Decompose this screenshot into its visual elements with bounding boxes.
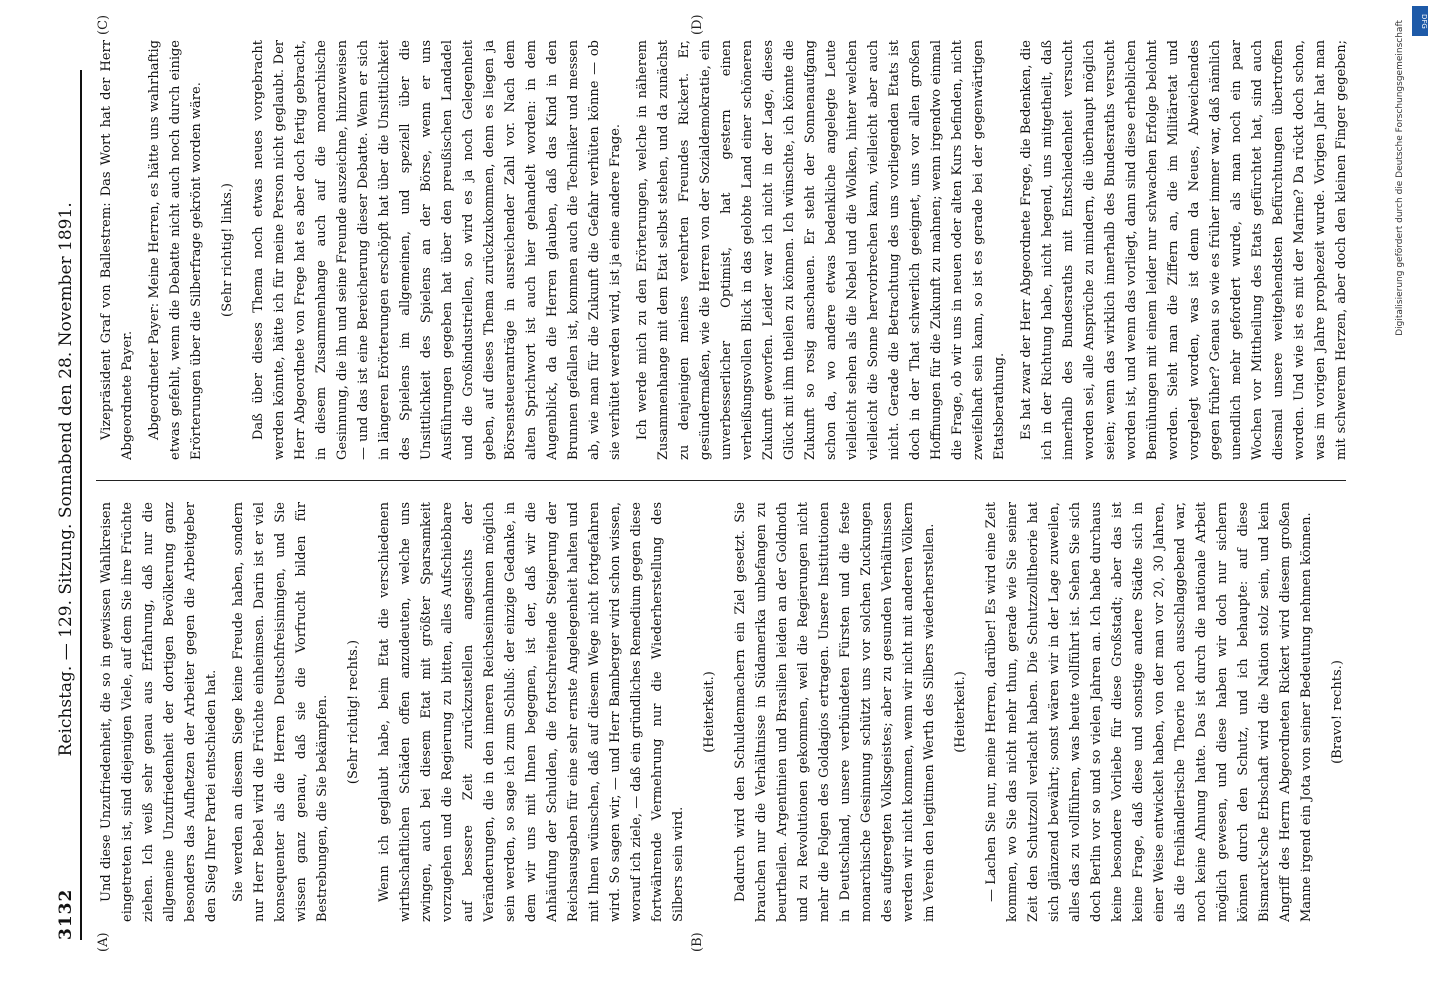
margin-marker-d: (D) bbox=[690, 14, 705, 35]
paragraph: Und diese Unzufriedenheit, die so in gewissen Wahlkreisen eingetreten ist, sind diejenigen Viele, auf dem Sie ihre Früchte ziehen. Ich weiß sehr genau aus Erfahrung, daß nur die allgemeine Unzufriedenheit der dortigen Bevölkerung ganz besonders das Aufhetzen der Arbeiter gegen die Arbeitgeber den Sieg Ihrer Partei entschieden hat. bbox=[99, 502, 219, 922]
interjection: (Sehr richtig! rechts.) bbox=[346, 639, 361, 785]
margin-marker-c: (C) bbox=[96, 14, 111, 35]
margin-marker-a: (A) bbox=[96, 932, 111, 952]
digitization-note-text: Digitalisierung gefördert durch die Deutsche Forschungsgemeinschaft bbox=[1395, 20, 1405, 336]
paragraph: Vizepräsident Graf von Ballestrem: Das Wort hat der Herr Abgeordnete Payer. bbox=[99, 40, 135, 460]
paragraph: Sie werden an diesem Siege keine Freude haben, sondern nur Herr Bebel wird die Früchte einheimsen. Darin ist er viel konsequenter als die Herren Deutschfreisinnigen, und Sie wissen ganz genau, daß sie die Vorfrucht bilden für Bestrebungen, die Sie bekämpfen. bbox=[231, 502, 330, 922]
paragraph: — Lachen Sie nur, meine Herren, darüber! Es wird eine Zeit kommen, wo Sie das nicht mehr thun, gerade wie Sie seiner Zeit den Schutzzoll verlacht haben. Die Schutzzolltheorie hat sich glänzend bewährt; sonst wären wir in der Lage zuweilen, alles das zu vollführen, was heute vollführt ist. Sehen Sie sich doch Berlin vor so und so vielen Jahren an. Ich habe durchaus keine besondere Vorliebe für diese Großstadt; aber das ist keine Frage, daß diese und sonstige andere Städte sich in einer Weise entwickelt haben, von der man vor 20, 30 Jahren, als die freihändlerische Theorie noch ausschlaggebend war, noch keine Ahnung hatte. Das ist durch die nationale Arbeit möglich gewesen, und diese haben wir doch nur sichern können durch den Schutz, und ich behaupte: auf diese Bismarck'sche Erbschaft wird die Nation stolz sein, und kein Angriff des Herrn Abgeordneten Rickert wird diesem großen Manne irgend ein Jota von seiner Bedeutung nehmen können. bbox=[984, 502, 1314, 922]
digitization-note bbox=[1395, 20, 1425, 980]
paragraph: Ich werde mich zu den Erörterungen, welche in näherem Zusammenhange mit dem Etat selbst stehen, und da zunächst zu denjenigen meines verehrten Freundes Rickert. Er, gesündermaßen, wie die Herren von der Sozialdemokratie, ein unverbesserlicher Optimist, hat gestern einen verheißungsvollen Blick in das gelobte Land einer schöneren Zukunft geworfen. Leider war ich nicht in der Lage, dieses Glück mit ihm theilen zu können. Ich wünschte, ich könnte die Zukunft so rosig anschauen. Er steht der Sonnenaufgang schon da, wo andere etwas bedenkliche angelegte Leute vielleicht sehen als die Nebel und die Wolken, hinter welchen vielleicht die Sonne hervorbrechen kann, vielleicht aber auch nicht. Gerade die Betrachtung des uns vorliegenden Etats ist doch in der That schwerlich geeignet, uns vor allen großen Hoffnungen für die Zukunft zu mahnen; wenn irgendwo einmal die Frage, ob wir uns in neuen oder alten Kurs befinden, nicht zweifelhaft sein kann, so ist es gerade bei der gegenwärtigen Etatsberathung. bbox=[635, 40, 1007, 460]
column-divider bbox=[96, 480, 1346, 481]
paragraph: Wenn ich geglaubt habe, beim Etat die verschiedenen wirthschaftlichen Schäden offen anzudeuten, welche uns zwingen, auch bei diesem Etat mit größter Sparsamkeit vorzugehen und die Regierung zu bitten, alles Aufschiebbare auf bessere Zeit zurückzustellen angesichts der Veränderungen, die in den inneren Reichseinnahmen möglich sein werden, so sage ich zum Schluß: der einzige Gedanke, in dem wir uns mit Ihnen begegnen, ist der, daß wir die Anhäufung der Schulden, die fortschreitende Steigerung der Reichsausgaben für eine sehr ernste Angelegenheit halten und mit Ihnen wünschen, daß auf diesem Wege nicht fortgefahren wird. So sagen wir, — und Herr Bamberger wird schon wissen, worauf ich ziele, — daß ein gründliches Remedium gegen diese fortwährende Vermehrung nur die Wiederherstellung des Silbers sein wird. bbox=[377, 502, 686, 922]
dfg-badge: DFG bbox=[1412, 6, 1428, 36]
paragraph: Abgeordneter Payer: Meine Herren, es hätte uns wahrhaftig etwas gefehlt, wenn die Debatte nicht auch noch durch einige Erörterungen über die Silberfrage gekrönt worden wäre. bbox=[147, 40, 204, 460]
paragraph: Dadurch wird den Schuldenmachern ein Ziel gesetzt. Sie brauchen nur die Verhältnisse in Südamerika unbefangen zu beurtheilen. Argentinien und Brasilien leiden an der Goldnoth und zu Revolutionen gekommen, weil die Regierungen nicht mehr die Folgen des Goldagios ertragen. Unsere Institutionen in Deutschland, unsere verbündeten Fürsten und die feste monarchische Gesinnung schützt uns vor solchen Zuckungen des aufgeregten Volksgeistes; aber zu gesunden Verhältnissen werden wir nicht kommen, wenn wir nicht mit anderen Völkern im Verein den legitimen Werth des Silbers wiederherstellen. bbox=[733, 502, 937, 922]
page-header bbox=[40, 70, 82, 940]
interjection: (Heiterkeit.) bbox=[702, 671, 717, 753]
interjection: (Bravo! rechts.) bbox=[1330, 660, 1345, 764]
paragraph: Es hat zwar der Herr Abgeordnete Frege, die Bedenken, die ich in der Richtung habe, nicht hegend, uns mitgetheilt, daß innerhalb des Bundesraths mit Entschiedenheit versucht worden sei, alle Ansprüche zu mindern, die überhaupt möglich seien; wenn das wirklich innerhalb des Bundesraths versucht worden ist, und wenn das vorliegt, dann sind diese erheblichen Bemühungen mit einem leider nur schwachen Erfolge belohnt worden. Sieht man die Ziffern an, die im Militäretat und vorgelegt worden, was ist denn da Neues, Abweichendes gegen früher? Genau so wie es früher immer war, daß nämlich unendlich mehr gefordert wurde, als man noch ein paar Wochen vor Mittheilung des Etats gefürchtet hat, sind auch diesmal unsere weitgehendsten Befürchtungen übertroffen worden. Und wie ist es mit der Marine? Da rückt doch schon, was im vorigen Jahre prophezeit wurde. Vorigen Jahr hat man mit schwerem Herzen, aber doch den kleinen Finger gegeben; bbox=[1019, 40, 1349, 460]
interjection: (Sehr richtig! links.) bbox=[220, 183, 235, 317]
paragraph: Daß über dieses Thema noch etwas neues vorgebracht werden könnte, hätte ich für meine Person nicht geglaubt. Der Herr Abgeordnete von Frege hat es aber doch fertig gebracht, in diesem Zusammenhange auch auf die monarchische Gesinnung, die ihn und seine Freunde auszeichne, hinzuweisen — und das ist eine Bereicherung dieser Debatte. Wenn er sich in längeren Erörterungen erschöpft hat über die Unsittlichkeit des Spielens im allgemeinen, und speziell über die Unsittlichkeit des Spielens an der Börse, wenn er uns Ausführungen gegeben hat über den preußischen Landadel und die Großindustriellen, so wird es ja noch Gelegenheit geben, auf dieses Thema zurückzukommen, denn es liegen ja Börsensteueranträge in ausreichender Zahl vor. Nach dem alten Sprichwort ist auch hier gehandelt worden: in dem Augenblick, da die Herren glauben, daß das Kind in den Brunnen gefallen ist, kommen auch die Techniker und messen ab, wie man für die Zukunft die Gefahr verhüten könne — ob sie verhütet werden wird, ist ja eine andere Frage. bbox=[251, 40, 623, 460]
session-title: Reichstag. — 129. Sitzung. Sonnabend den 28. November 1891. bbox=[56, 202, 76, 757]
margin-marker-b: (B) bbox=[690, 932, 705, 952]
right-column bbox=[96, 40, 1356, 460]
page-number: 3132 bbox=[56, 888, 76, 940]
left-column bbox=[96, 502, 1356, 922]
interjection: (Heiterkeit.) bbox=[953, 671, 968, 753]
